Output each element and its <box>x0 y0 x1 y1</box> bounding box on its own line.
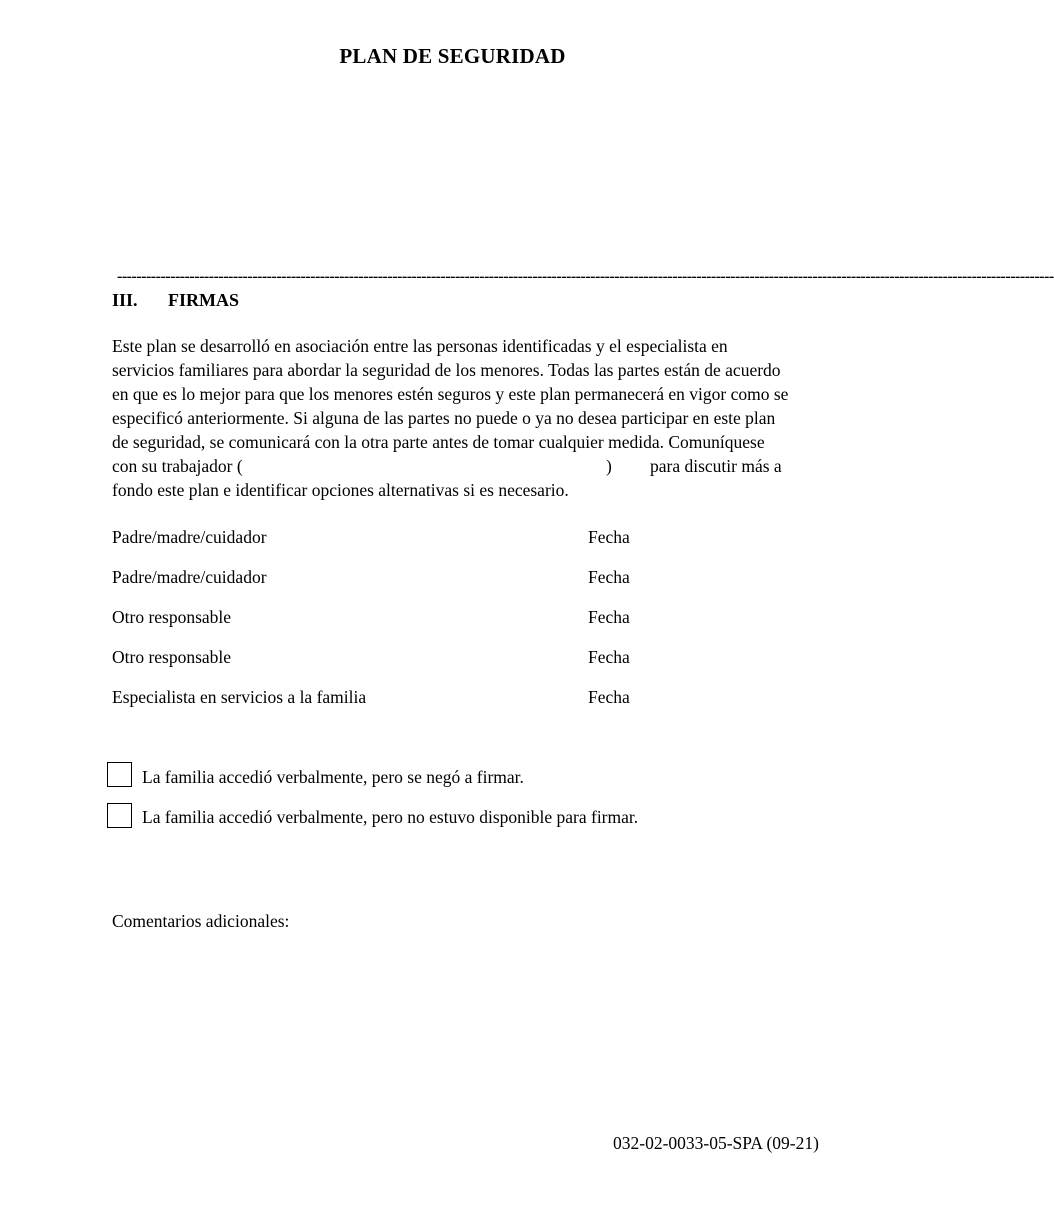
signature-label: Otro responsable <box>112 607 232 627</box>
worker-line-end: para discutir más a <box>650 456 782 476</box>
unavailable-to-sign-label: La familia accedió verbalmente, pero no estuvo disponible para firmar. <box>142 807 639 827</box>
signature-date-label: Fecha <box>588 567 630 587</box>
form-id: 032-02-0033-05-SPA (09-21) <box>613 1133 819 1153</box>
paragraph-line: en que es lo mejor para que los menores estén seguros y este plan permanecerá en vigor como se <box>112 384 789 404</box>
worker-line-paren: ) <box>606 456 612 476</box>
signature-label: Otro responsable <box>112 647 232 667</box>
unavailable-to-sign-checkbox[interactable] <box>107 803 132 828</box>
paragraph-line: especificó anteriormente. Si alguna de las partes no puede o ya no desea participar en este plan <box>112 408 776 428</box>
signature-date-label: Fecha <box>588 647 630 667</box>
paragraph-line: servicios familiares para abordar la seguridad de los menores. Todas las partes están de acuerdo <box>112 360 781 380</box>
signature-date-label: Fecha <box>588 607 630 627</box>
signature-label: Padre/madre/cuidador <box>112 527 267 547</box>
page-title: PLAN DE SEGURIDAD <box>339 44 566 68</box>
refused-to-sign-label: La familia accedió verbalmente, pero se negó a firmar. <box>142 767 524 787</box>
signature-label: Especialista en servicios a la familia <box>112 687 367 707</box>
refused-to-sign-checkbox[interactable] <box>107 762 132 787</box>
signature-date-label: Fecha <box>588 527 630 547</box>
paragraph-line: Este plan se desarrolló en asociación entre las personas identificadas y el especialista en <box>112 336 728 356</box>
section-number: III. <box>112 290 138 310</box>
comments-label: Comentarios adicionales: <box>112 911 290 931</box>
paragraph-line: fondo este plan e identificar opciones alternativas si es necesario. <box>112 480 569 500</box>
section-separator: -------------------------------------------------------------------------------------------------------------------------------------------------------------------------------------------------- <box>117 268 1054 285</box>
worker-line-start: con su trabajador ( <box>112 456 243 476</box>
section-title: FIRMAS <box>168 290 239 310</box>
paragraph-line: de seguridad, se comunicará con la otra parte antes de tomar cualquier medida. Comuníquese <box>112 432 765 452</box>
signature-date-label: Fecha <box>588 687 630 707</box>
signature-label: Padre/madre/cuidador <box>112 567 267 587</box>
